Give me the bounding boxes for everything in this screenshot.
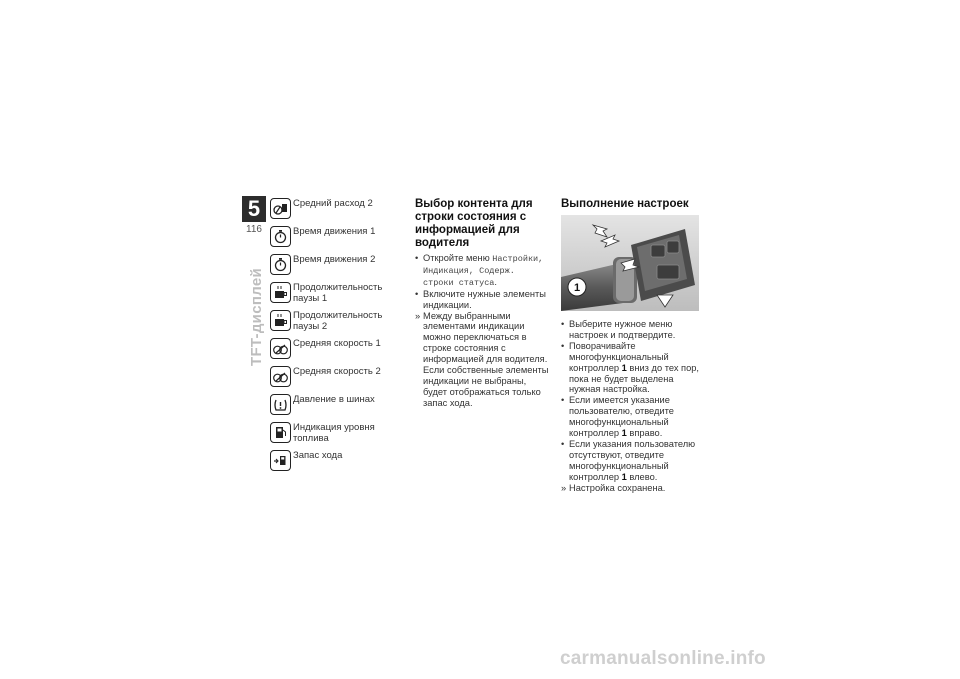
item-label: Запас хода: [293, 450, 343, 461]
stopwatch-icon: [270, 254, 291, 275]
item-label: Средняя скорость 2: [293, 366, 381, 377]
list-item: [415, 253, 550, 289]
item-label: Время движения 1: [293, 226, 376, 237]
result-mark: »: [561, 482, 567, 493]
list-item: [561, 341, 701, 396]
list-item: [415, 289, 550, 311]
speedometer-icon: [270, 366, 291, 387]
step-text: Поворачивайте многофункциональный контроллер: [569, 340, 669, 373]
item-label: Продолжительность паузы 1: [293, 282, 383, 304]
result-text: Настройка сохранена.: [569, 482, 666, 493]
result-text: Между выбранными элементами индикации можно переключаться в строке состояния с информацией для водителя. Если собственные элементы индикации не выбраны, будет отображаться только запас хода.: [423, 310, 549, 408]
step-text: вниз до тех пор, пока не будет выделена нужная настройка.: [569, 362, 700, 395]
list-item: [561, 395, 701, 439]
bullet-mark: •: [415, 288, 419, 299]
step-text: Если указания пользователю отсутствуют, отведите многофункциональный контроллер: [569, 438, 696, 482]
fuel-consumption-icon: [270, 198, 291, 219]
chapter-number: 5: [242, 196, 266, 222]
list-item: [561, 483, 701, 494]
section-heading: Выбор контента для строки состояния с информацией для водителя: [415, 198, 533, 249]
bullet-mark: •: [561, 438, 565, 449]
item-label: Средняя скорость 1: [293, 338, 381, 349]
item-label: Давление в шинах: [293, 394, 375, 405]
bullet-mark: •: [561, 319, 565, 329]
item-label: Продолжительность паузы 2: [293, 310, 383, 332]
section-heading: Выполнение настроек: [561, 198, 689, 210]
watermark: carmanualsonline.info: [560, 648, 766, 669]
chapter-title-text: TFT-дисплей: [248, 268, 265, 366]
menu-path: Настройки, Индикация, Содерж. строки статуса: [423, 254, 544, 288]
bullet-mark: •: [561, 340, 565, 351]
step-text: Выберите нужное меню настроек и подтвердите.: [569, 319, 676, 340]
figure-callout-1: 1: [573, 282, 581, 294]
coffee-pause-icon: [270, 282, 291, 303]
step-text: Включите нужные элементы индикации.: [423, 288, 546, 310]
item-label: Средний расход 2: [293, 198, 373, 209]
page-number: 116: [246, 224, 262, 235]
tire-pressure-icon: [270, 394, 291, 415]
section-settings: [561, 198, 701, 494]
section-status-line-content: [415, 198, 550, 409]
bullet-mark: •: [415, 253, 419, 263]
controller-ref: 1: [621, 471, 627, 482]
step-text: Если имеется указание пользователю, отведите многофункциональный контроллер: [569, 395, 674, 439]
result-mark: »: [415, 310, 421, 321]
bullet-mark: •: [561, 395, 565, 406]
list-item: [415, 311, 550, 409]
speedometer-icon: [270, 338, 291, 359]
instruction-list: [415, 253, 550, 409]
stopwatch-icon: [270, 226, 291, 247]
item-label: Индикация уровня топлива: [293, 422, 375, 444]
fuel-range-icon: [270, 450, 291, 471]
step-text: влево.: [626, 471, 658, 482]
instruction-list: [561, 319, 701, 494]
controller-ref: 1: [621, 428, 627, 439]
controller-ref: 1: [621, 362, 627, 373]
step-text: Откройте меню: [423, 253, 493, 263]
fuel-level-icon: [270, 422, 291, 443]
coffee-pause-icon: [270, 310, 291, 331]
chapter-side-title: [244, 248, 264, 368]
item-label: Время движения 2: [293, 254, 376, 265]
step-end: .: [494, 276, 498, 287]
step-text: вправо.: [626, 428, 663, 439]
list-item: [561, 319, 701, 341]
list-item: [561, 439, 701, 483]
handlebar-controller-photo: [561, 215, 699, 311]
